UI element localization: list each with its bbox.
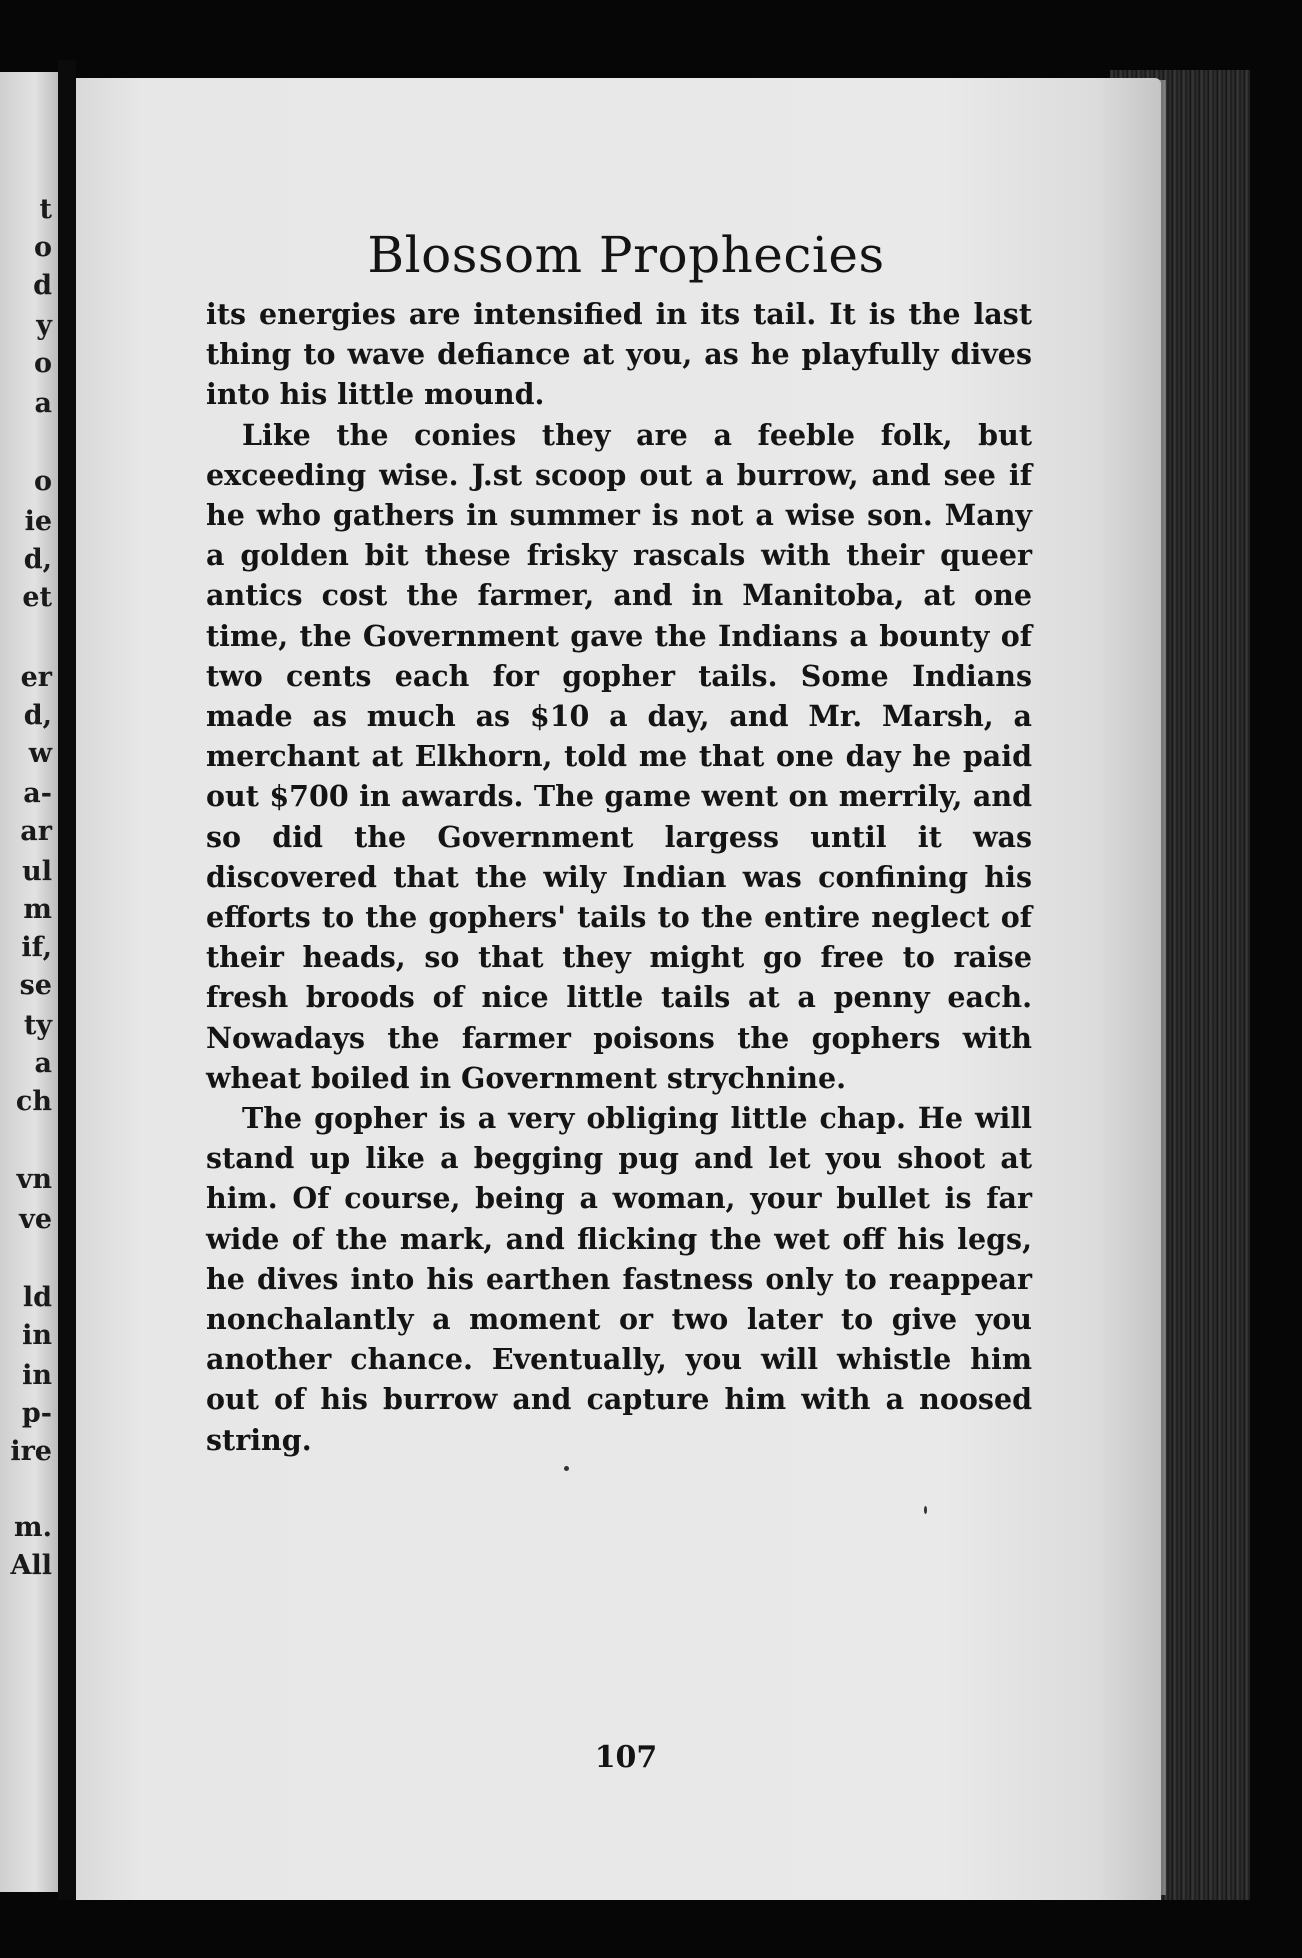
facing-page-fragment: ire: [10, 1436, 52, 1467]
book-gutter: [58, 60, 76, 1900]
facing-page-fragment: All: [10, 1550, 52, 1581]
facing-page-fragment: p-: [21, 1398, 52, 1429]
facing-page-fragment: a-: [23, 778, 52, 809]
running-head-title: Blossom Prophecies: [367, 226, 885, 284]
facing-page-fragment: ar: [20, 816, 52, 847]
facing-page-fragment: o: [33, 466, 52, 497]
scan-speck: [924, 1506, 927, 1514]
facing-page-fragment: ld: [22, 1282, 52, 1313]
facing-page-fragment: if,: [21, 932, 52, 963]
page-number-text: 107: [594, 1740, 658, 1775]
facing-page-fragment: d: [33, 270, 52, 301]
facing-page-fragment: ve: [19, 1204, 52, 1235]
paragraph: Like the conies they are a feeble folk, but exceeding wise. J.st scoop out a burrow, and see if he who gathers in summer is not a wise son. Many a golden bit these frisky rascals with their queer antics cost the farmer, and in Manitoba, at one time, the Government gave the Indians a bounty of two cents each for gopher tails. Some Indians made as much as $10 a day, and Mr. Marsh, a merchant at Elkhorn, told me that one day he paid out $700 in awards. The game went on merrily, and so did the Government largess until it was discovered that the wily Indian was confining his efforts to the gophers' tails to the entire neglect of their heads, so that they might go free to raise fresh broods of nice little tails at a penny each. Nowadays the farmer poisons the gophers with wheat boiled in Government strychnine.: [206, 417, 1032, 1095]
facing-page-fragment: in: [22, 1320, 52, 1351]
facing-page-fragment: in: [22, 1360, 52, 1391]
facing-page-fragment: o: [33, 348, 52, 379]
page-number: [76, 1740, 1176, 1775]
running-head: [76, 226, 1176, 284]
paragraph: its energies are intensified in its tail. It is the last thing to wave defiance at you, as he playfully dives into his little mound.: [206, 297, 1032, 412]
facing-page-edge: [0, 72, 58, 1892]
facing-page-fragment: vn: [16, 1164, 52, 1195]
facing-page-fragment: m: [23, 894, 52, 925]
facing-page-fragment: ty: [23, 1010, 52, 1041]
facing-page-fragment: d,: [23, 700, 52, 731]
facing-page-fragment: m.: [14, 1512, 52, 1543]
facing-page-fragment: se: [19, 970, 52, 1001]
facing-page-fragment: er: [20, 662, 52, 693]
facing-page-fragment: ch: [15, 1086, 52, 1117]
book-page: [76, 78, 1161, 1900]
page-body-text: [206, 294, 1032, 1460]
facing-page-fragment: w: [28, 738, 52, 769]
paragraph: The gopher is a very obliging little chap. He will stand up like a begging pug and let you shoot at him. Of course, being a woman, your bullet is far wide of the mark, and flicking the wet off his legs, he dives into his earthen fastness only to reappear nonchalantly a moment or two later to give you another chance. Eventually, you will whistle him out of his burrow and capture him with a noosed string.: [206, 1101, 1032, 1457]
facing-page-fragment: a: [34, 1048, 52, 1079]
scan-speck: [564, 1466, 569, 1471]
facing-page-fragment: et: [22, 582, 52, 613]
facing-page-fragment: ie: [24, 506, 52, 537]
facing-page-fragment: o: [33, 232, 52, 263]
facing-page-fragment: d,: [23, 544, 52, 575]
facing-page-fragment: t: [39, 194, 52, 225]
facing-page-fragment: y: [36, 310, 52, 341]
facing-page-fragment: ul: [22, 856, 52, 887]
facing-page-fragment: a: [34, 388, 52, 419]
